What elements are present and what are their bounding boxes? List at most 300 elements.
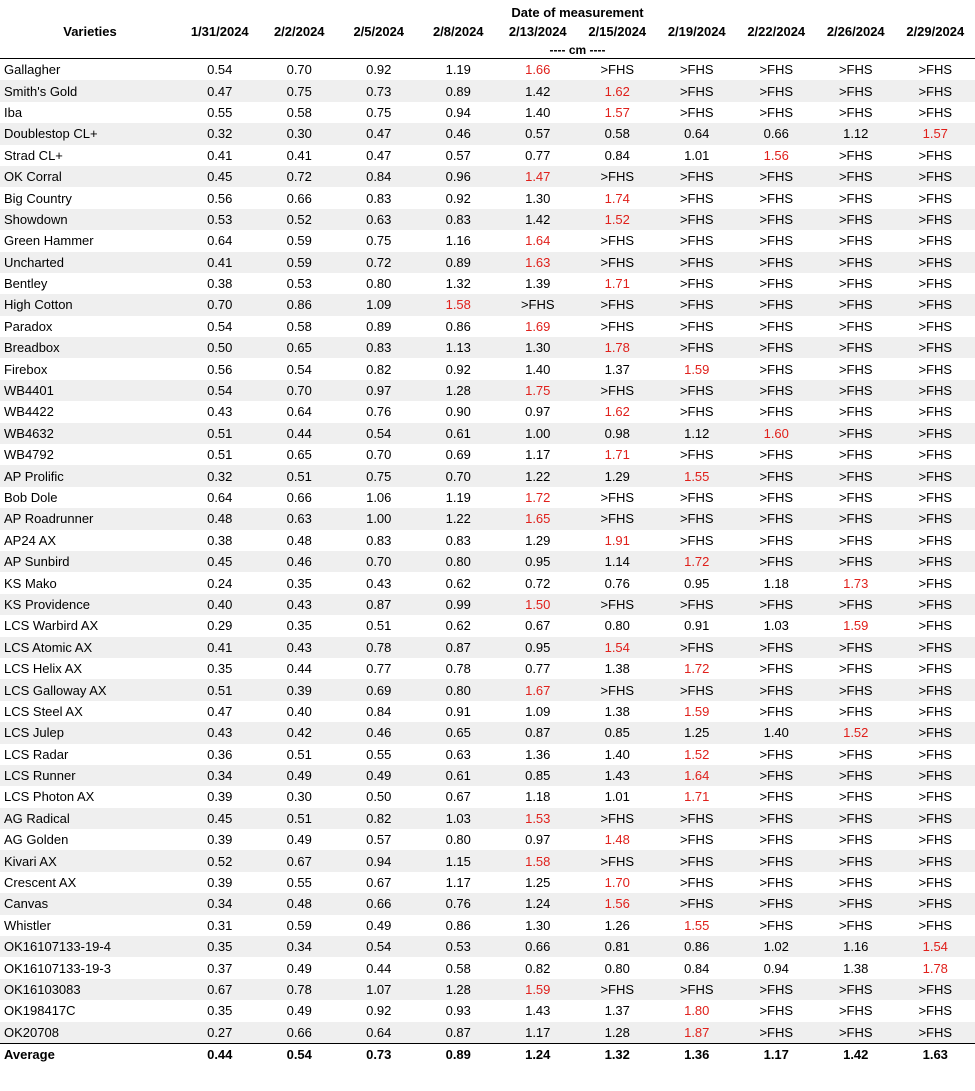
measurement-cell: 1.17 xyxy=(525,447,551,463)
variety-name: Gallagher xyxy=(4,62,61,78)
measurement-cell: 1.71 xyxy=(684,789,710,805)
date-heading: 2/26/2024 xyxy=(826,23,885,39)
measurement-cell: 0.46 xyxy=(339,722,419,743)
measurement-cell: 0.58 xyxy=(286,318,312,334)
measurement-cell: >FHS xyxy=(838,703,873,719)
measurement-cell: 0.31 xyxy=(207,917,233,933)
measurement-cell: 0.39 xyxy=(207,875,233,891)
measurement-cell: >FHS xyxy=(816,979,896,1000)
variety-name: WB4422 xyxy=(4,404,54,420)
measurement-cell: 0.70 xyxy=(180,294,260,315)
measurement-cell: 0.67 xyxy=(445,789,471,805)
measurement-cell: 0.53 xyxy=(286,276,312,292)
measurement-cell: >FHS xyxy=(816,252,896,273)
measurement-cell: 0.49 xyxy=(260,765,340,786)
variety-name: Kivari AX xyxy=(0,850,180,871)
variety-name: AG Radical xyxy=(0,808,180,829)
measurement-cell: >FHS xyxy=(816,209,896,230)
measurement-cell: 1.29 xyxy=(525,532,551,548)
measurement-cell: 0.82 xyxy=(366,361,392,377)
measurement-cell: 0.58 xyxy=(445,960,471,976)
measurement-cell: >FHS xyxy=(737,850,817,871)
measurement-cell: >FHS xyxy=(816,80,896,101)
measurement-cell: 0.45 xyxy=(180,166,260,187)
measurement-cell: 0.38 xyxy=(207,532,233,548)
measurement-cell: >FHS xyxy=(896,80,975,101)
measurement-cell: 0.61 xyxy=(419,765,499,786)
measurement-cell: >FHS xyxy=(737,294,817,315)
measurement-cell: 0.41 xyxy=(207,147,233,163)
measurement-cell: 0.34 xyxy=(180,893,260,914)
measurement-cell: 0.96 xyxy=(419,166,499,187)
measurement-cell: 1.72 xyxy=(525,490,551,505)
measurement-cell: 1.12 xyxy=(816,123,896,144)
measurement-cell: >FHS xyxy=(838,276,873,292)
measurement-cell: 1.59 xyxy=(684,703,710,719)
measurement-cell: 1.13 xyxy=(419,337,499,358)
measurement-cell: 0.24 xyxy=(207,575,233,591)
measurement-cell: 0.43 xyxy=(366,575,392,591)
measurement-cell: 0.76 xyxy=(419,893,499,914)
measurement-cell: >FHS xyxy=(838,917,873,933)
measurement-cell: 1.14 xyxy=(578,551,658,572)
measurement-cell: >FHS xyxy=(737,80,817,101)
variety-name: High Cotton xyxy=(0,294,180,315)
measurement-cell: 1.25 xyxy=(657,722,737,743)
table-row xyxy=(0,102,975,123)
measurement-cell: 1.52 xyxy=(684,746,710,762)
measurement-cell: 0.44 xyxy=(286,661,312,677)
table-row xyxy=(0,765,975,786)
measurement-cell: >FHS xyxy=(896,380,975,401)
table-row xyxy=(0,850,975,871)
measurement-cell: 1.60 xyxy=(737,423,817,444)
measurement-cell: >FHS xyxy=(657,508,737,529)
measurement-cell: >FHS xyxy=(679,404,714,420)
measurement-cell: 0.56 xyxy=(207,190,233,206)
measurement-cell: 1.48 xyxy=(604,832,630,848)
average-cell: 1.17 xyxy=(737,1043,817,1066)
measurement-cell: >FHS xyxy=(737,637,817,658)
measurement-cell: 0.63 xyxy=(260,508,340,529)
measurement-cell: 0.77 xyxy=(366,661,392,677)
measurement-cell: 0.35 xyxy=(286,575,312,591)
variety-name: AP24 AX xyxy=(4,532,57,548)
average-cell: 0.54 xyxy=(260,1043,340,1066)
measurement-cell: 0.57 xyxy=(498,123,578,144)
measurement-cell: 0.51 xyxy=(207,447,233,463)
table-row xyxy=(0,808,975,829)
variety-name: WB4792 xyxy=(4,447,54,463)
measurement-cell: >FHS xyxy=(679,447,714,463)
variety-name: Firebox xyxy=(4,361,48,377)
measurement-cell: 1.19 xyxy=(445,62,471,78)
measurement-cell: 0.86 xyxy=(260,294,340,315)
measurement-cell: >FHS xyxy=(578,679,658,700)
measurement-cell: 0.89 xyxy=(419,80,499,101)
measurement-cell: 0.83 xyxy=(445,532,471,548)
measurement-cell: >FHS xyxy=(578,979,658,1000)
measurement-cell: >FHS xyxy=(657,893,737,914)
average-cell: 1.24 xyxy=(498,1043,578,1066)
measurement-cell: 0.56 xyxy=(207,361,233,377)
measurement-cell: 1.52 xyxy=(816,722,896,743)
measurement-cell: >FHS xyxy=(759,190,794,206)
measurement-cell: 1.55 xyxy=(657,465,737,486)
measurement-cell: 1.43 xyxy=(525,1003,551,1019)
measurement-cell: 1.28 xyxy=(419,380,499,401)
measurement-cell: 0.85 xyxy=(498,765,578,786)
measurement-cell: >FHS xyxy=(816,465,896,486)
measurement-cell: >FHS xyxy=(896,551,975,572)
measurement-cell: 0.67 xyxy=(180,979,260,1000)
average-cell: 0.44 xyxy=(180,1043,260,1066)
measurement-cell: 0.46 xyxy=(260,551,340,572)
measurement-cell: >FHS xyxy=(896,722,975,743)
measurement-cell: >FHS xyxy=(816,551,896,572)
measurement-cell: 1.42 xyxy=(498,209,578,230)
measurement-cell: >FHS xyxy=(918,62,953,78)
measurement-cell: 0.52 xyxy=(260,209,340,230)
measurement-cell: >FHS xyxy=(657,679,737,700)
measurement-cell: 0.39 xyxy=(207,789,233,805)
measurement-cell: 1.12 xyxy=(657,423,737,444)
measurement-cell: 0.39 xyxy=(260,679,340,700)
measurement-cell: 0.81 xyxy=(578,936,658,957)
measurement-cell: 0.91 xyxy=(445,703,471,719)
measurement-cell: >FHS xyxy=(918,746,953,762)
measurement-cell: 1.71 xyxy=(604,276,630,292)
average-row xyxy=(0,1043,975,1066)
measurement-cell: >FHS xyxy=(838,789,873,805)
table-row xyxy=(0,508,975,529)
measurement-cell: >FHS xyxy=(737,508,817,529)
measurement-cell: 0.58 xyxy=(578,123,658,144)
date-heading: 2/13/2024 xyxy=(508,23,567,39)
measurement-cell: 0.58 xyxy=(286,104,312,120)
measurement-cell: 1.55 xyxy=(684,917,710,933)
measurement-cell: 0.54 xyxy=(339,423,419,444)
measurement-cell: >FHS xyxy=(578,594,658,615)
measurement-cell: >FHS xyxy=(816,1022,896,1044)
measurement-cell: >FHS xyxy=(657,80,737,101)
measurement-cell: 1.53 xyxy=(498,808,578,829)
measurement-cell: 1.30 xyxy=(525,917,551,933)
measurement-cell: 1.66 xyxy=(525,62,551,78)
measurement-cell: 0.80 xyxy=(419,679,499,700)
measurement-cell: 0.50 xyxy=(180,337,260,358)
measurement-cell: 0.89 xyxy=(419,252,499,273)
measurement-cell: >FHS xyxy=(838,318,873,334)
measurement-cell: >FHS xyxy=(918,703,953,719)
measurement-cell: >FHS xyxy=(896,979,975,1000)
measurement-cell: 0.97 xyxy=(525,404,551,420)
measurement-cell: 1.22 xyxy=(419,508,499,529)
measurement-cell: 0.67 xyxy=(260,850,340,871)
measurement-cell: >FHS xyxy=(918,404,953,420)
measurement-cell: 1.30 xyxy=(525,190,551,206)
measurement-cell: 1.75 xyxy=(498,380,578,401)
measurement-cell: 0.51 xyxy=(260,465,340,486)
measurement-cell: >FHS xyxy=(838,875,873,891)
measurement-cell: 1.38 xyxy=(604,661,630,677)
variety-name: OK20708 xyxy=(0,1022,180,1044)
measurement-cell: 0.83 xyxy=(366,532,392,548)
measurement-cell: 1.29 xyxy=(578,465,658,486)
measurement-cell: 0.86 xyxy=(657,936,737,957)
variety-name: AP Sunbird xyxy=(0,551,180,572)
table-row xyxy=(0,979,975,1000)
measurement-cell: 0.35 xyxy=(286,618,312,634)
measurement-cell: 0.64 xyxy=(339,1022,419,1044)
measurement-cell: 0.95 xyxy=(498,637,578,658)
variety-name: WB4401 xyxy=(0,380,180,401)
measurement-cell: 1.67 xyxy=(498,679,578,700)
measurement-cell: 0.48 xyxy=(286,532,312,548)
measurement-cell: 1.43 xyxy=(578,765,658,786)
measurement-cell: >FHS xyxy=(759,490,794,505)
measurement-cell: >FHS xyxy=(679,190,714,206)
measurement-cell: >FHS xyxy=(896,765,975,786)
measurement-cell: >FHS xyxy=(737,594,817,615)
measurement-cell: 0.37 xyxy=(207,960,233,976)
measurement-cell: >FHS xyxy=(737,209,817,230)
measurement-cell: 0.66 xyxy=(498,936,578,957)
measurement-cell: >FHS xyxy=(759,532,794,548)
measurement-cell: >FHS xyxy=(838,62,873,78)
measurement-cell: 0.92 xyxy=(366,62,392,78)
measurement-cell: 1.19 xyxy=(445,490,471,505)
measurement-cell: 0.44 xyxy=(366,960,392,976)
variety-name: OK Corral xyxy=(0,166,180,187)
measurement-cell: >FHS xyxy=(578,166,658,187)
measurement-cell: 0.80 xyxy=(445,832,471,848)
measurement-cell: 0.52 xyxy=(180,850,260,871)
measurement-cell: 0.87 xyxy=(419,637,499,658)
measurement-cell: 0.75 xyxy=(260,80,340,101)
variety-name: AP Roadrunner xyxy=(0,508,180,529)
measurement-cell: 1.18 xyxy=(763,575,789,591)
measurement-cell: 0.78 xyxy=(339,637,419,658)
measurement-cell: >FHS xyxy=(657,166,737,187)
variety-name: AP Prolific xyxy=(0,465,180,486)
table-row xyxy=(0,187,975,208)
measurement-cell: >FHS xyxy=(759,832,794,848)
measurement-cell: 1.40 xyxy=(525,361,551,377)
measurement-cell: 0.51 xyxy=(366,618,392,634)
measurement-cell: 1.56 xyxy=(578,893,658,914)
measurement-cell: 0.75 xyxy=(366,104,392,120)
measurement-cell: 1.09 xyxy=(525,703,551,719)
measurement-cell: 0.64 xyxy=(207,233,233,249)
table-row xyxy=(0,1000,975,1021)
measurement-cell: 0.92 xyxy=(445,361,471,377)
table-row xyxy=(0,744,975,765)
measurement-cell: >FHS xyxy=(918,875,953,891)
measurement-cell: >FHS xyxy=(816,166,896,187)
table-row xyxy=(0,294,975,315)
measurement-cell: 0.94 xyxy=(763,960,789,976)
measurement-cell: 1.26 xyxy=(604,917,630,933)
variety-name: LCS Steel AX xyxy=(4,703,83,719)
measurement-cell: >FHS xyxy=(838,661,873,677)
measurement-cell: 1.03 xyxy=(763,618,789,634)
measurement-cell: 0.95 xyxy=(498,551,578,572)
variety-name: Whistler xyxy=(4,917,51,933)
measurement-cell: 0.30 xyxy=(286,789,312,805)
measurement-cell: >FHS xyxy=(918,917,953,933)
measurement-cell: 0.59 xyxy=(260,252,340,273)
measurement-cell: >FHS xyxy=(896,337,975,358)
measurement-cell: >FHS xyxy=(679,875,714,891)
measurement-cell: >FHS xyxy=(759,318,794,334)
measurement-cell: 0.93 xyxy=(445,1003,471,1019)
measurement-cell: 1.57 xyxy=(604,104,630,120)
variety-name: AG Golden xyxy=(4,832,69,848)
date-group-heading: Date of measurement xyxy=(511,5,644,20)
measurement-cell: 1.56 xyxy=(763,147,789,163)
measurement-cell: 1.59 xyxy=(843,618,869,634)
measurement-cell: >FHS xyxy=(657,808,737,829)
measurement-cell: 1.17 xyxy=(445,875,471,891)
measurement-cell: 0.49 xyxy=(339,765,419,786)
measurement-cell: >FHS xyxy=(838,532,873,548)
measurement-cell: 0.83 xyxy=(419,209,499,230)
measurement-cell: 0.49 xyxy=(366,917,392,933)
measurement-cell: >FHS xyxy=(838,490,873,505)
date-heading: 2/15/2024 xyxy=(588,23,647,39)
measurement-cell: 0.54 xyxy=(207,62,233,78)
measurement-cell: 0.44 xyxy=(260,423,340,444)
variety-name: Uncharted xyxy=(0,252,180,273)
measurement-cell: 1.70 xyxy=(604,875,630,891)
table-row xyxy=(0,316,975,337)
measurement-cell: 0.54 xyxy=(286,361,312,377)
measurement-cell: 0.55 xyxy=(286,875,312,891)
table-row xyxy=(0,59,975,81)
measurement-cell: 0.43 xyxy=(207,404,233,420)
measurement-cell: 0.82 xyxy=(525,960,551,976)
measurement-cell: >FHS xyxy=(838,447,873,463)
table-row xyxy=(0,551,975,572)
measurement-cell: 0.97 xyxy=(339,380,419,401)
measurement-cell: 0.95 xyxy=(684,575,710,591)
measurement-cell: 0.84 xyxy=(366,703,392,719)
measurement-cell: 0.51 xyxy=(260,808,340,829)
measurement-cell: 0.84 xyxy=(339,166,419,187)
measurement-cell: >FHS xyxy=(679,490,714,505)
variety-name: LCS Atomic AX xyxy=(0,637,180,658)
measurement-cell: >FHS xyxy=(918,490,953,505)
table-row xyxy=(0,487,975,508)
measurement-cell: 0.92 xyxy=(366,1003,392,1019)
measurement-cell: 0.54 xyxy=(180,380,260,401)
measurement-cell: >FHS xyxy=(918,233,953,249)
measurement-cell: >FHS xyxy=(578,380,658,401)
variety-name: OK16103083 xyxy=(0,979,180,1000)
table-row xyxy=(0,209,975,230)
measurement-cell: >FHS xyxy=(838,1003,873,1019)
measurement-cell: 0.32 xyxy=(180,123,260,144)
measurement-cell: >FHS xyxy=(600,490,635,505)
measurement-cell: 0.77 xyxy=(525,147,551,163)
variety-name: OK16107133-19-4 xyxy=(0,936,180,957)
measurement-cell: 1.47 xyxy=(498,166,578,187)
variety-name: LCS Julep xyxy=(0,722,180,743)
measurement-cell: >FHS xyxy=(896,637,975,658)
average-cell: 1.63 xyxy=(896,1043,975,1066)
measurement-cell: 0.43 xyxy=(260,637,340,658)
average-cell: 1.32 xyxy=(578,1043,658,1066)
measurement-cell: >FHS xyxy=(578,508,658,529)
measurement-cell: 0.35 xyxy=(207,661,233,677)
variety-name: LCS Galloway AX xyxy=(0,679,180,700)
measurement-cell: 1.72 xyxy=(657,551,737,572)
table-row xyxy=(0,615,975,636)
measurement-cell: 0.98 xyxy=(578,423,658,444)
table-row xyxy=(0,957,975,978)
variety-name: LCS Runner xyxy=(0,765,180,786)
measurement-cell: 0.84 xyxy=(684,960,710,976)
average-cell: 1.36 xyxy=(657,1043,737,1066)
measurement-cell: 1.40 xyxy=(525,104,551,120)
measurement-cell: 1.09 xyxy=(339,294,419,315)
measurement-cell: 1.32 xyxy=(445,276,471,292)
measurement-cell: >FHS xyxy=(896,294,975,315)
measurement-cell: 0.91 xyxy=(684,618,710,634)
measurement-cell: 1.00 xyxy=(339,508,419,529)
measurement-cell: >FHS xyxy=(816,765,896,786)
date-heading: 1/31/2024 xyxy=(190,23,249,39)
variety-name: Bentley xyxy=(4,276,48,292)
measurement-cell: 1.24 xyxy=(498,893,578,914)
table-header xyxy=(0,0,975,59)
measurement-cell: >FHS xyxy=(896,465,975,486)
measurement-cell: >FHS xyxy=(759,361,794,377)
measurement-cell: 0.89 xyxy=(366,318,392,334)
measurement-cell: 0.38 xyxy=(207,276,233,292)
variety-name: Green Hammer xyxy=(4,233,94,249)
table-row xyxy=(0,786,975,807)
date-heading: 2/29/2024 xyxy=(906,23,965,39)
measurement-cell: >FHS xyxy=(679,104,714,120)
table-row xyxy=(0,230,975,251)
measurement-cell: 1.54 xyxy=(578,637,658,658)
average-cell: 1.42 xyxy=(816,1043,896,1066)
measurement-cell: >FHS xyxy=(838,190,873,206)
measurement-cell: >FHS xyxy=(657,594,737,615)
table-row xyxy=(0,401,975,422)
variety-name: LCS Helix AX xyxy=(4,661,83,677)
measurement-cell: 1.71 xyxy=(604,447,630,463)
measurement-cell: >FHS xyxy=(737,893,817,914)
variety-name: OK198417C xyxy=(4,1003,76,1019)
measurement-cell: 0.66 xyxy=(737,123,817,144)
unit-label: ---- cm ---- xyxy=(180,42,975,59)
measurement-cell: 0.43 xyxy=(260,594,340,615)
measurement-cell: >FHS xyxy=(600,62,635,78)
measurement-cell: 0.27 xyxy=(180,1022,260,1044)
measurement-cell: 0.46 xyxy=(419,123,499,144)
measurement-cell: 1.03 xyxy=(419,808,499,829)
measurement-cell: 1.62 xyxy=(578,80,658,101)
measurement-cell: 1.73 xyxy=(843,575,869,591)
measurement-cell: 0.45 xyxy=(180,808,260,829)
measurement-cell: 0.63 xyxy=(445,746,471,762)
measurement-cell: >FHS xyxy=(838,832,873,848)
measurement-cell: >FHS xyxy=(600,318,635,334)
measurement-cell: 1.01 xyxy=(604,789,630,805)
